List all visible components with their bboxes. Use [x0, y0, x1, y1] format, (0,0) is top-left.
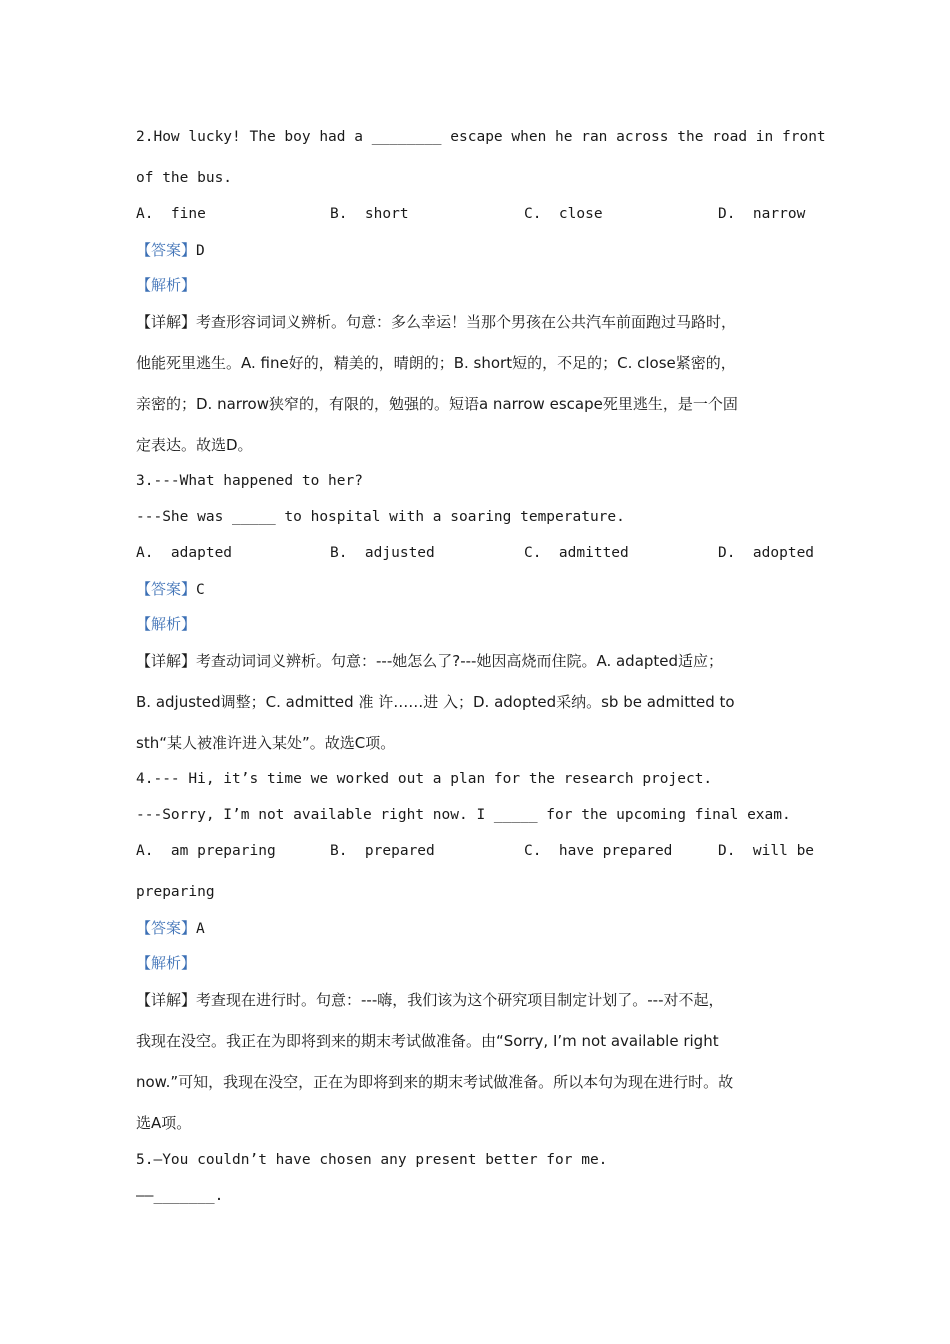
q3-detail-line2: B. adjusted调整；C. admitted 准 许……进 入；D. adopted采纳。sb be admitted to [136, 693, 735, 711]
q3-option-c: C. admitted [524, 545, 629, 561]
q2-analysis [136, 275, 196, 296]
q2-stem-line2: of the bus. [136, 170, 233, 186]
q2-detail-line2: 他能死里逃生。A. fine好的，精美的，晴朗的；B. short短的，不足的；C. close紧密的， [136, 354, 736, 372]
q2-option-d: D. narrow [718, 206, 806, 222]
q4-detail-line1: 【详解】考查现在进行时。句意：---嗨，我们该为这个研究项目制定计划了。---对不起， [136, 991, 724, 1009]
answer-tag: 【答案】 [136, 241, 197, 259]
q2-stem-line1: 2.How lucky! The boy had a ________ escape when he ran across the road in front [136, 129, 826, 145]
q3-option-d: D. adopted [718, 545, 815, 561]
q2-answer [136, 240, 205, 261]
q4-option-c: C. have prepared [524, 843, 673, 859]
analysis-tag: 【解析】 [136, 276, 197, 294]
q4-option-b: B. prepared [330, 843, 435, 859]
q2-detail-line1: 【详解】考查形容词词义辨析。句意：多么幸运！当那个男孩在公共汽车前面跑过马路时， [136, 313, 737, 331]
q3-analysis [136, 614, 196, 635]
q3-stem-line2: ---She was _____ to hospital with a soaring temperature. [136, 509, 625, 525]
q4-stem-line2: ---Sorry, I’m not available right now. I _____ for the upcoming final exam. [136, 807, 791, 823]
q4-answer [136, 918, 205, 939]
answer-tag: 【答案】 [136, 919, 197, 937]
q2-detail-line3: 亲密的；D. narrow狭窄的，有限的，勉强的。短语a narrow escape死里逃生，是一个固 [136, 395, 738, 413]
q3-detail-line3: sth“某人被准许进入某处”。故选C项。 [136, 734, 396, 752]
q4-analysis [136, 953, 196, 974]
answer-tag: 【答案】 [136, 580, 197, 598]
detail-tag: 【详解】 [136, 652, 197, 670]
q4-stem-line1: 4.--- Hi, it’s time we worked out a plan for the research project. [136, 771, 713, 787]
q2-detail-line4: 定表达。故选D。 [136, 436, 253, 454]
q3-option-a: A. adapted [136, 545, 233, 561]
q3-option-b: B. adjusted [330, 545, 435, 561]
q4-detail-line4: 选A项。 [136, 1114, 192, 1132]
q5-stem-line2: ——_______. [136, 1188, 224, 1204]
q3-answer [136, 579, 205, 600]
detail-tag: 【详解】 [136, 991, 197, 1009]
q3-detail-line1: 【详解】考查动词词义辨析。句意：---她怎么了?---她因高烧而住院。A. adapted适应； [136, 652, 724, 670]
detail-tag: 【详解】 [136, 313, 197, 331]
q4-option-a: A. am preparing [136, 843, 276, 859]
q4-detail-line3: now.”可知，我现在没空，正在为即将到来的期末考试做准备。所以本句为现在进行时。故 [136, 1073, 734, 1091]
q2-option-a: A. fine [136, 206, 206, 222]
q5-stem-line1: 5.—You couldn’t have chosen any present better for me. [136, 1152, 608, 1168]
analysis-tag: 【解析】 [136, 954, 197, 972]
answer-value: C [196, 582, 205, 598]
analysis-tag: 【解析】 [136, 615, 197, 633]
q4-option-d: D. will be [718, 843, 815, 859]
q4-detail-line2: 我现在没空。我正在为即将到来的期末考试做准备。由“Sorry, I’m not available right [136, 1032, 719, 1050]
q3-stem-line1: 3.---What happened to her? [136, 473, 363, 489]
answer-value: D [196, 243, 205, 259]
q4-option-d-wrap: preparing [136, 884, 215, 900]
q2-option-b: B. short [330, 206, 409, 222]
q2-option-c: C. close [524, 206, 603, 222]
answer-value: A [196, 921, 205, 937]
